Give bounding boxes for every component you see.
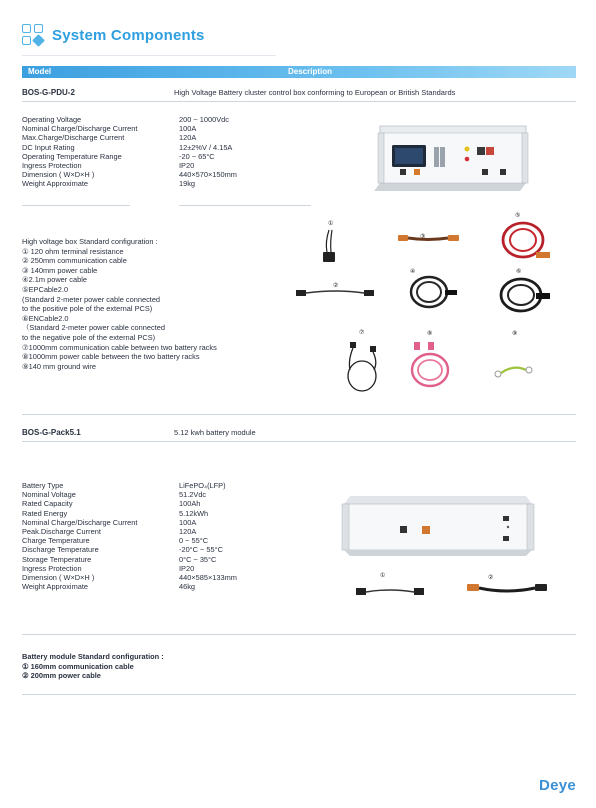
divider (22, 694, 576, 695)
spec-label: Rated Energy (22, 508, 68, 518)
spec-label: Operating Voltage (22, 115, 82, 124)
divider (22, 414, 576, 415)
encable-image (496, 274, 554, 318)
config-item: (Standard 2-meter power cable connected (22, 294, 161, 304)
pdu-config-list (22, 237, 217, 371)
pack-marker-1: ① (380, 573, 386, 579)
spec-value: 100Ah (179, 499, 201, 509)
config-item: ⑥ENCable2.0 (22, 313, 69, 323)
spec-label: Dimension ( W×D×H ) (22, 170, 95, 180)
config-item: to the positive pole of the external PCS) (22, 304, 153, 314)
marker-1: ① (328, 221, 334, 227)
power-cable-140mm-image (398, 232, 460, 244)
spec-label: Peak.Discharge Current (22, 527, 101, 537)
header-model: Model (28, 67, 52, 76)
spec-label: Operating Temperature Range (22, 151, 122, 161)
spec-label: Charge Temperature (22, 536, 90, 546)
deye-logo: Deye (538, 777, 576, 794)
spec-value: 46kg (179, 582, 196, 592)
config-item: to the negative pole of the external PCS) (22, 332, 156, 342)
pdu-description: High Voltage Battery cluster control box conforming to European or British Standards (174, 88, 456, 97)
config-item: ③ 140mm power cable (22, 265, 98, 275)
spec-value: -20°C ~ 55°C (179, 545, 223, 555)
pdu-model: BOS-G-PDU-2 (22, 88, 75, 97)
table-header (22, 66, 576, 78)
pack-spec-labels (22, 481, 137, 591)
divider (22, 441, 576, 442)
divider (22, 634, 576, 635)
marker-2: ② (333, 283, 339, 289)
spec-label: Weight Approximate (22, 582, 89, 592)
marker-8: ⑧ (427, 331, 433, 337)
marker-9: ⑨ (512, 331, 518, 337)
config-item: ② 250mm communication cable (22, 256, 127, 266)
config-item: ① 160mm communication cable (22, 661, 134, 671)
config-title: Battery module Standard configuration : (22, 652, 164, 661)
spec-value: LiFePO₄(LFP) (179, 481, 226, 490)
pack-model: BOS-G-Pack5.1 (22, 428, 81, 437)
spec-value: 100A (179, 517, 197, 527)
spec-value: 0 ~ 55°C (179, 536, 209, 546)
config-item: ① 120 ohm terminal resistance (22, 246, 124, 256)
marker-3: ③ (420, 234, 426, 240)
power-cable-2-1m-image (405, 272, 461, 312)
pack-marker-2: ② (488, 575, 494, 581)
config-item: ② 200mm power cable (22, 671, 101, 681)
spec-label: Weight Approximate (22, 179, 89, 189)
spec-label: Ingress Protection (22, 161, 82, 171)
communication-cable-160mm-image (356, 584, 426, 598)
terminal-resistor-image (318, 228, 344, 266)
spec-label: Nominal Charge/Discharge Current (22, 517, 138, 527)
config-item: ⑤EPCable2.0 (22, 284, 69, 294)
spec-value: 100A (179, 124, 197, 134)
marker-7: ⑦ (359, 330, 365, 336)
spec-label: Max.Charge/Discharge Current (22, 133, 125, 143)
communication-cable-250mm-image (296, 286, 376, 300)
spec-value: IP20 (179, 161, 195, 171)
config-item: ⑧1000mm power cable between the two battery racks (22, 352, 200, 362)
config-item: ④2.1m power cable (22, 275, 87, 285)
header-description: Description (288, 67, 333, 76)
spec-value: 120A (179, 133, 197, 143)
spec-value: 19kg (179, 179, 196, 189)
spec-label: Rated Capacity (22, 499, 73, 509)
epcable-image (498, 218, 554, 264)
spec-label: Dimension ( W×D×H ) (22, 573, 95, 583)
spec-value: 12±2%V / 4.15A (179, 142, 233, 152)
spec-value: IP20 (179, 563, 195, 573)
pdu-spec-labels (22, 115, 137, 189)
battery-module-image (340, 494, 536, 558)
marker-4: ④ (410, 269, 416, 275)
spec-label: Discharge Temperature (22, 545, 99, 555)
spec-label: Nominal Charge/Discharge Current (22, 124, 138, 134)
brand-logo-icon (22, 24, 46, 48)
power-cable-1000mm-image (404, 340, 460, 392)
ground-wire-image (494, 362, 534, 380)
config-item: （Standard 2-meter power cable connected (22, 323, 165, 333)
pack-spec-values (179, 481, 237, 591)
spec-value: 120A (179, 527, 197, 537)
config-item: ⑨140 mm ground wire (22, 361, 96, 371)
pack-config-list (22, 652, 164, 681)
spec-value: 440×585×133mm (179, 573, 237, 583)
spec-value: 5.12kWh (179, 508, 209, 518)
pdu-control-box-image (340, 123, 530, 195)
divider (22, 101, 576, 102)
power-cable-200mm-image (467, 580, 551, 596)
spec-label: DC Input Rating (22, 142, 75, 152)
spec-label: Ingress Protection (22, 563, 82, 573)
spec-label: Storage Temperature (22, 554, 92, 564)
divider (179, 205, 311, 206)
spec-label: Nominal Voltage (22, 490, 76, 500)
config-title: High voltage box Standard configuration : (22, 237, 158, 246)
spec-label: Battery Type (22, 481, 64, 490)
pdu-spec-values (179, 115, 237, 189)
marker-6: ⑥ (516, 269, 522, 275)
spec-value: 51.2Vdc (179, 490, 207, 500)
divider (22, 205, 130, 206)
communication-cable-1000mm-image (340, 340, 386, 396)
page-title: System Components (52, 27, 205, 44)
pack-description: 5.12 kwh battery module (174, 428, 256, 437)
spec-value: 0°C ~ 35°C (179, 554, 217, 564)
config-item: ⑦1000mm communication cable between two battery racks (22, 342, 217, 352)
spec-value: 440×570×150mm (179, 170, 237, 180)
marker-5: ⑤ (515, 213, 521, 219)
spec-value: -20 ~ 65°C (179, 151, 215, 161)
spec-value: 200 ~ 1000Vdc (179, 115, 229, 124)
title-divider (22, 55, 276, 56)
